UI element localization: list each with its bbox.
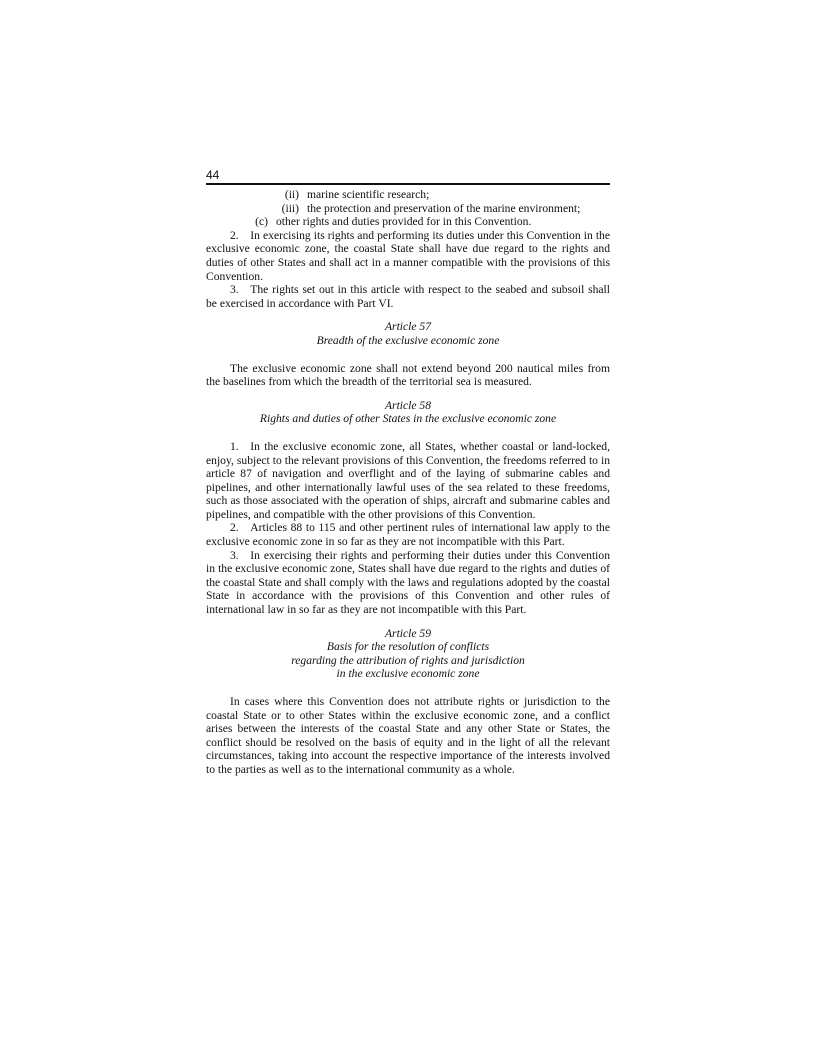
article-57-title: Breadth of the exclusive economic zone [316,333,500,347]
list-item-text: marine scientific research; [307,188,430,201]
article-59-text: In cases where this Convention does not attribute rights or jurisdiction to the coastal State or to other States within the exclusive economic zone, and a conflict arises between the interests of the coastal State and any other State or States, the conflict should be resolved on the basis of equity and in the light of all the relevant circumstances, taking into account the respective importance of the interests involved to the parties as well as to the international community as a whole. [206,695,610,776]
article-59-title-line-1: Basis for the resolution of conflicts [326,640,490,654]
list-item-iii [206,202,610,216]
article56-paragraph-2: 2. In exercising its rights and performing its duties under this Convention in the exclusive economic zone, the coastal State shall have due regard to the rights and duties of other States and shall act in a manner compatible with the provisions of this Convention. [206,228,610,283]
article56-paragraph-3: 3. The rights set out in this article with respect to the seabed and subsoil shall be exercised in accordance with Part VI. [206,283,610,310]
article-58-number: Article 58 [384,398,432,412]
list-item-label: (ii) [284,188,299,201]
list-item-label: (c) [255,215,268,229]
article-58-paragraph-1: 1. In the exclusive economic zone, all States, whether coastal or land-locked, enjoy, subject to the relevant provisions of this Convention, the freedoms referred to in article 87 of navigation and overflight and of the laying of submarine cables and pipelines, and other internationally lawful uses of the sea related to these freedoms, such as those associated with the operation of ships, aircraft and submarine cables and pipelines, and compatible with the other provisions of this Convention. [206,439,610,521]
article-58-paragraph-3: 3. In exercising their rights and performing their duties under this Convention in the exclusive economic zone, States shall have due regard to the rights and duties of the coastal State and shall comply with the laws and regulations adopted by the coastal State in accordance with the provisions of this Convention and other rules of international law in so far as they are not incompatible with this Part. [206,548,610,617]
list-item-ii [206,188,610,202]
article-58-title: Rights and duties of other States in the exclusive economic zone [259,412,557,426]
article-59-number: Article 59 [384,626,432,640]
page-number: 44 [206,169,610,185]
document-page [206,169,610,777]
article-59-title-line-3: in the exclusive economic zone [336,667,480,681]
article-57-number: Article 57 [384,320,432,334]
article-59 [206,627,610,777]
article-58 [206,399,610,617]
list-item-c [206,215,610,229]
article-57-text: The exclusive economic zone shall not extend beyond 200 nautical miles from the baselines from which the breadth of the territorial sea is measured. [206,361,610,389]
list-item-text: other rights and duties provided for in this Convention. [276,215,532,229]
article-59-title-line-2: regarding the attribution of rights and jurisdiction [291,653,525,667]
article-57 [206,320,610,388]
article-58-paragraph-2: 2. Articles 88 to 115 and other pertinent rules of international law apply to the exclusive economic zone in so far as they are not incompatible with this Part. [206,521,610,549]
list-item-text: the protection and preservation of the marine environment; [307,201,581,215]
list-item-label: (iii) [281,201,299,215]
